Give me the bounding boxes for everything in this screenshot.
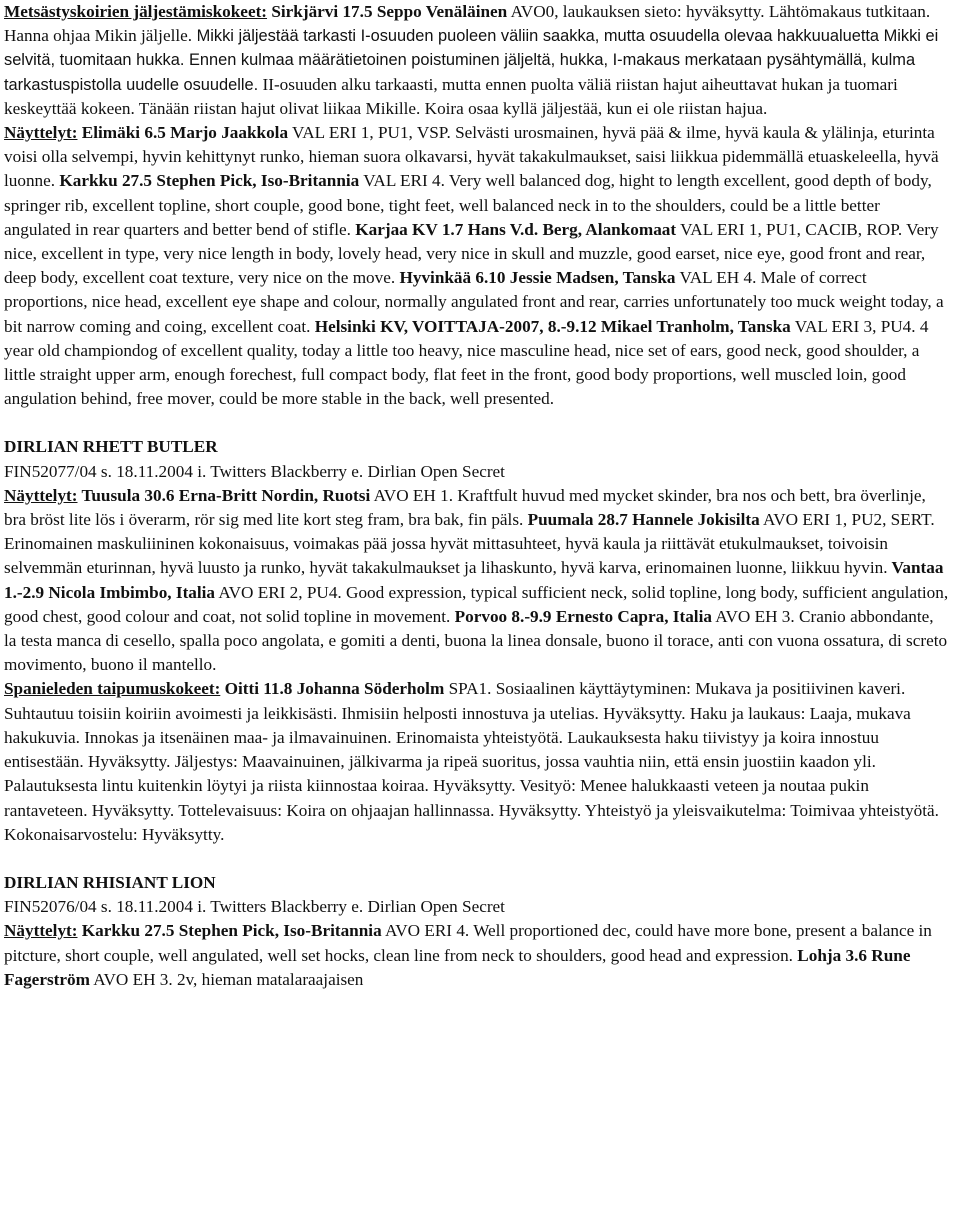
- text-show-3: Good expression, typical sufficient neck, solid topline, long body, sufficient angulation, good chest, good colour and coat, not solid topline in movement.: [4, 582, 949, 626]
- dog-name-heading: DIRLIAN RHISIANT LION: [4, 872, 216, 892]
- text-metsastys: Mikki jäljestää tarkasti I-osuuden puoleen väliin saakka, mutta osuudella olevaa hakkuualuetta Mikki ei selvitä, tuomitaan hukka. Ennen kulmaa määrätietoinen poistuminen jäljeltä, hukka, I-makaus merkataan pysähtymällä, kulma tarkastuspistolla uudelle osuudelle.: [4, 27, 939, 94]
- event-show-2: Lohja 3.6 Rune Fagerström: [4, 945, 911, 989]
- result-spaniel: SPA1.: [444, 679, 492, 699]
- paragraph-spaniel-test: [4, 677, 950, 846]
- dog-registration-line: FIN52077/04 s. 18.11.2004 i. Twitters Blackberry e. Dirlian Open Secret: [4, 461, 505, 481]
- event-show-4: Porvoo 8.-9.9 Ernesto Capra, Italia: [450, 606, 712, 626]
- event-show-5: Helsinki KV, VOITTAJA-2007, 8.-9.12 Mikael Tranholm, Tanska: [310, 316, 791, 336]
- dog-registration-line: FIN52076/04 s. 18.11.2004 i. Twitters Blackberry e. Dirlian Open Secret: [4, 897, 505, 917]
- result-show-2: AVO ERI 1, PU2, SERT.: [759, 510, 935, 530]
- paragraph-shows-top: [4, 121, 950, 411]
- event-show-4: Hyvinkää 6.10 Jessie Madsen, Tanska: [395, 268, 676, 288]
- result-show-5: VAL ERI 3, PU4.: [790, 316, 916, 336]
- text-metsastys-3: Tänään riistan hajut olivat liikaa Mikille. Koira osaa kyllä jäljestää, kun ei ole riistan hajua.: [134, 98, 768, 118]
- event-show-2: Puumala 28.7 Hannele Jokisilta: [523, 510, 760, 530]
- event-show-3: Vantaa 1.-2.9 Nicola Imbimbo, Italia: [4, 558, 944, 602]
- result-metsastys: AVO0, laukauksen sieto: hyväksytty. Lähtömakaus tutkitaan. Hanna ohjaa Mikin jäljelle.: [4, 2, 931, 46]
- event-show-2: Karkku 27.5 Stephen Pick, Iso-Britannia: [55, 171, 360, 191]
- paragraph-shows-dog1: [4, 484, 950, 678]
- text-show-4: Male of correct proportions, nice head, excellent eye shape and colour, normally angulated front and rear, carries unfortunately too muck weight today, a bit narrow coming and coing, excellent coat.: [4, 268, 944, 336]
- paragraph-metsastys: [4, 0, 950, 121]
- section-label-shows: Näyttelyt:: [4, 921, 78, 941]
- text-show-1: Selvästi urosmainen, hyvä pää & ilme, hyvä kaula & ylälinja, eturinta voisi olla selvempi, hyvin kehittynyt runko, hieman suora olkavarsi, hyvät takakulmaukset, saisi liikkua pidemmällä etuaskeleella, hyvä luonne.: [4, 123, 939, 191]
- event-spaniel: Oitti 11.8 Johanna Söderholm: [220, 679, 445, 699]
- spacer: [4, 411, 950, 435]
- text-metsastys-2: II-osuuden alku tarkaasti, mutta ennen puolta väliä riistan hajut aiheuttavat hukan ja tuomari keskeyttää kokeen.: [4, 74, 898, 118]
- text-show-2: Erinomainen maskuliininen kokonaisuus, voimakas pää jossa hyvät mittasuhteet, hyvä kaula ja riittävät etukulmaukset, toivoisin selvemmän eturinnan, hyvä luusto ja runko, hyvät takakulmaukset ja lihaskunto, hyvä karva, erinomainen luonne, liikkuu hyvin.: [4, 534, 889, 578]
- event-show-1: Karkku 27.5 Stephen Pick, Iso-Britannia: [77, 921, 382, 941]
- text-show-2: 2v, hieman matalaraajaisen: [172, 969, 364, 989]
- text-show-4: Cranio abbondante, la testa manca di cesello, spalla poco angolata, e gomiti a denti, buona la linea donsale, buono il torace, anti con vuona ossatura, di screto movimento, buono il mantello.: [4, 606, 948, 675]
- section-label-shows: Näyttelyt:: [4, 123, 78, 143]
- result-show-2: AVO EH 3.: [89, 969, 173, 989]
- result-show-3: AVO ERI 2, PU4.: [215, 582, 342, 602]
- result-show-1: AVO ERI 4.: [381, 921, 470, 941]
- event-show-1: Tuusula 30.6 Erna-Britt Nordin, Ruotsi: [77, 485, 371, 505]
- text-show-1: Well proportioned dec, could have more bone, present a balance in pitcture, short couple, well angulated, well set hocks, clean line from neck to shoulders, good head and expression.: [4, 921, 932, 965]
- event-show-1: Elimäki 6.5 Marjo Jaakkola: [77, 123, 289, 143]
- result-show-4: VAL EH 4.: [675, 268, 757, 288]
- section-label-spaniel: Spanieleden taipumuskokeet:: [4, 679, 221, 699]
- section-label-shows: Näyttelyt:: [4, 485, 78, 505]
- text-show-3: Very nice, excellent in type, very nice length in body, lovely head, very nice in skull and muzzle, good earset, nice eye, good front and rear, deep body, excellent coat texture, very nice on the move.: [4, 219, 939, 288]
- spacer: [4, 847, 950, 871]
- text-show-2: Very well balanced dog, hight to length excellent, good depth of body, springer rib, excellent topline, short couple, good bone, tight feet, well balanced neck in to the shoulders, could be a little better angulated in rear quarters and better bend of stifle.: [4, 171, 932, 239]
- paragraph-shows-dog2: [4, 919, 950, 992]
- text-show-1: Kraftfult huvud med mycket skinder, bra nos och bett, bra överlinje, bra bröst lite lös i överarm, rör sig med lite kort steg fram, bra bak, fin päls.: [4, 485, 926, 530]
- result-show-2: VAL ERI 4.: [359, 171, 445, 191]
- result-show-3: VAL ERI 1, PU1, CACIB, ROP.: [676, 219, 903, 239]
- text-show-5: 4 year old championdog of excellent quality, today a little too heavy, nice masculine head, nice set of ears, good neck, good shoulder, a little straight upper arm, enough forechest, full compact body, flat feet in the front, good body proportions, well muscled loin, good angulation behind, free mover, could be more stable in the back, well presented.: [4, 316, 929, 409]
- text-spaniel: Sosiaalinen käyttäytyminen: Mukava ja positiivinen kaveri. Suhtautuu toisiin koiriin avoimesti ja leikkisästi. Ihmisiin helposti innostuva ja utelias. Hyväksytty. Haku ja laukaus: Laaja, mukava hakukuvia. Innokas ja itsenäinen maa- ja ilmavainuinen. Erinomaista yhteistyötä. Laukauksesta haku tiivistyy ja koira innostuu entisestään. Hyväksytty. Jäljestys: Maavainuinen, jälkivarma ja ripeä suoritus, jossa vauhtia niin, että ensin juostiin kaadon yli. Palautuksesta lintu kuitenkin löytyi ja riista kiinnostaa koiraa. Hyväksytty. Vesityö: Menee halukkaasti veteen ja noutaa pukin rantaveteen. Hyväksytty. Tottelevaisuus: Koira on ohjaajan hallinnassa. Hyväksytty. Yhteistyö ja yleisvaikutelma: Toimivaa yhteistyötä. Kokonaisarvostelu: Hyväksytty.: [4, 679, 939, 844]
- result-show-4: AVO EH 3.: [711, 606, 795, 626]
- event-metsastys: Sirkjärvi 17.5 Seppo Venäläinen: [267, 2, 508, 21]
- result-show-1: AVO EH 1.: [370, 485, 453, 505]
- section-label-metsastys: Metsästyskoirien jäljestämiskokeet:: [4, 2, 268, 21]
- event-show-3: Karjaa KV 1.7 Hans V.d. Berg, Alankomaat: [350, 219, 677, 239]
- result-show-1: VAL ERI 1, PU1, VSP.: [288, 123, 451, 143]
- dog-name-heading: DIRLIAN RHETT BUTLER: [4, 437, 218, 457]
